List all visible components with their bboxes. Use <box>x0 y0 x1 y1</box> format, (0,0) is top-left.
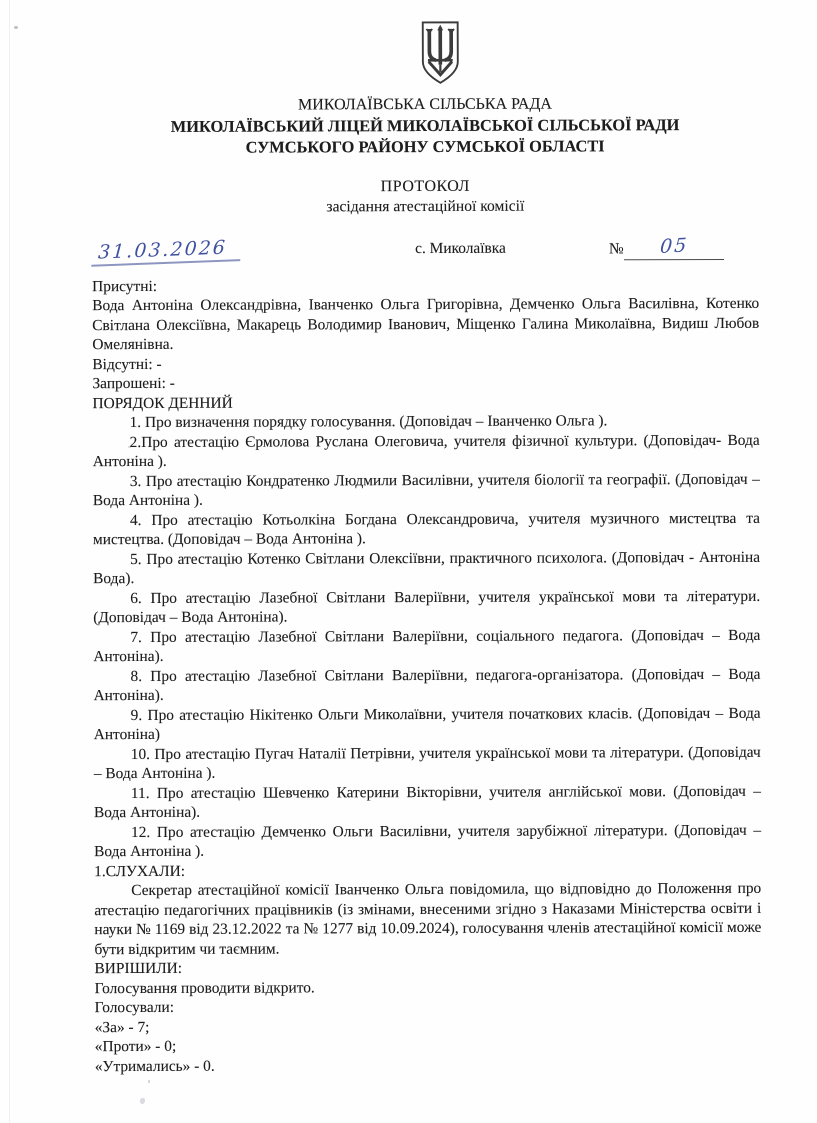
voted-label: Голосували: <box>94 998 175 1017</box>
absent-line: Відсутні: - <box>92 355 162 373</box>
agenda-item-6: 6. Про атестацію Лазебної Світлани Валеріївни, учителя української мови та літератури. (Доповідач – Вода Антоніна). <box>93 587 761 627</box>
agenda-item-3: 3. Про атестацію Кондратенко Людмили Василівни, учителя біології та географії. (Доповідач – Вода Антоніна ). <box>92 470 760 510</box>
invited-line: Запрошені: - <box>92 374 175 393</box>
agenda-item-7: 7. Про атестацію Лазебної Світлани Валеріївни, соціального педагога. (Доповідач – Вода Антоніна). <box>93 626 761 666</box>
ukraine-tryzub-icon <box>106 20 773 92</box>
protocol-subtitle: засідання атестаційної комісії <box>326 197 525 215</box>
document-body <box>91 0 762 1076</box>
agenda-item-11: 11. Про атестацію Шевченко Катерини Вікторівни, учителя англійської мови. (Доповідач – Вода Антоніна). <box>93 782 761 822</box>
doc-number-label: № <box>608 240 624 258</box>
agenda-item-8: 8. Про атестацію Лазебної Світлани Валеріївни, педагога-організатора. (Доповідач – Вода Антоніна). <box>93 665 761 705</box>
protocol-title: ПРОТОКОЛ <box>380 177 470 195</box>
present-names: Вода Антоніна Олександрівна, Іванченко Ольга Григорівна, Демченко Ольга Василівна, Котенко Світлана Олексіївна, Макарець Володимир Іванович, Міщенко Галина Миколаївна, Видиш Любов Омелянівна. <box>92 294 760 354</box>
agenda-item-4: 4. Про атестацію Котьолкіна Богдана Олександровича, учителя музичного мистецтва та мистецтва. (Доповідач – Вода Антоніна ). <box>92 509 760 549</box>
resolved-text: Голосування проводити відкрито. <box>94 978 315 997</box>
agenda-item-12: 12. Про атестацію Демченко Ольги Василівни, учителя зарубіжної літератури. (Доповідач – Вода Антоніна ). <box>94 821 762 861</box>
agenda-item-2: 2.Про атестацію Єрмолова Руслана Олеговича, учителя фізичної культури. (Доповідач- Вода Антоніна ). <box>92 431 760 471</box>
scan-edge-artifact <box>9 0 10 1123</box>
heard-text: Секретар атестаційної комісії Іванченко Ольга повідомила, що відповідно до Положення про атестацію педагогічних працівників (із змінами, внесеними згідно з Наказами Міністерства освіти і науки № 1169 від 23.12.2022 та № 1277 від 10.09.2024), голосування членів атестаційної комісії може бути відкритим чи таємним. <box>94 879 762 958</box>
agenda-heading: ПОРЯДОК ДЕННИЙ <box>92 394 233 412</box>
handwritten-date: 31.03.2026 <box>91 238 241 266</box>
vote-line-abstained: «Утримались» - 0. <box>94 1057 215 1075</box>
place-name: с. Миколаївка <box>415 239 506 258</box>
scan-speck <box>14 26 18 29</box>
scan-speck <box>148 1080 150 1083</box>
org-name-line3: СУМСЬКОГО РАЙОНУ СУМСЬКОЇ ОБЛАСТІ <box>245 135 605 157</box>
agenda-item-5: 5. Про атестацію Котенко Світлани Олексіївни, практичного психолога. (Доповідач - Антоніна Вода). <box>93 548 761 588</box>
heard-heading: 1.СЛУХАЛИ: <box>94 862 186 880</box>
org-name-line2: МИКОЛАЇВСЬКИЙ ЛІЦЕЙ МИКОЛАЇВСЬКОЇ СІЛЬСЬКОЇ РАДИ <box>170 114 680 136</box>
agenda-item-1: 1. Про визначення порядку голосування. (Доповідач – Іванченко Ольга ). <box>129 412 608 432</box>
present-label: Присутні: <box>92 277 158 295</box>
agenda-item-10: 10. Про атестацію Пугач Наталії Петрівни, учителя української мови та літератури. (Доповідач – Вода Антоніна ). <box>93 743 761 783</box>
vote-line-for: «За» - 7; <box>94 1018 150 1036</box>
doc-number-line <box>624 234 724 260</box>
resolved-heading: ВИРІШИЛИ: <box>94 959 183 978</box>
scan-speck <box>140 1098 145 1104</box>
org-name-line1: МИКОЛАЇВСЬКА СІЛЬСЬКА РАДА <box>298 95 552 113</box>
handwritten-doc-number: 05 <box>658 234 689 258</box>
agenda-item-9: 9. Про атестацію Нікітенко Ольги Миколаївни, учителя початкових класів. (Доповідач – Вода Антоніна) <box>93 704 761 744</box>
date-place-number-row <box>92 231 759 263</box>
vote-line-against: «Проти» - 0; <box>94 1037 177 1056</box>
